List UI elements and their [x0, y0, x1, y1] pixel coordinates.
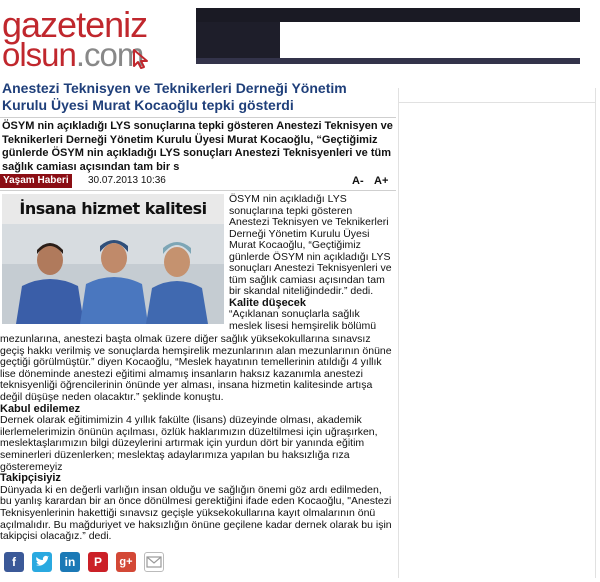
article-body	[0, 334, 396, 543]
article-body-top	[229, 194, 394, 332]
logo-line1: gazeteniz	[2, 4, 148, 45]
facebook-icon[interactable]: f	[4, 552, 24, 572]
subheading: Kabul edilemez	[0, 402, 81, 415]
divider	[0, 190, 396, 191]
logo-name: olsun	[2, 36, 76, 73]
photo-caption: İnsana hizmet kalitesi	[2, 194, 224, 224]
font-increase-button[interactable]: A+	[374, 175, 389, 187]
divider	[0, 117, 396, 118]
paragraph: ÖSYM nin açıkladığı LYS sonuçlarına tepki gösteren Anestezi Teknisyen ve Teknikerleri Derneği Yönetim Kurulu Üyesi Murat Kocaoğlu, “Geçtiğimiz günlerde ÖSYM nin açıkladığı LYS sonuçları Anestezi Teknisyenleri ve tüm sağlık camiası açısından tam bir skandal niteliğindedir.” dedi.	[229, 193, 392, 297]
subheading: Kalite düşecek	[229, 296, 307, 309]
site-logo[interactable]	[2, 4, 162, 73]
paragraph: mezunlarına, anestezi başta olmak üzere diğer sağlık yüksekokullarına sınavsız geçiş hakkı verilmiş ve sonuçlarda hemşirelik mezunlarının alan mezunlarının önüne geçtiği görülmüştür.” diyen Kocaoğlu, “Meslek hayatının temellerinin atıldığı 4 yıllık lise döneminde anestezi eğitimi almamış insanların haksız kazanımla anestezi teknisyenliği öğrencilerinin önünde yer alması, insana hizmetin kalitesinde artışa değil düşüşe neden olacaktır.” şeklinde konuştu.	[0, 333, 392, 403]
google-plus-icon[interactable]: g+	[116, 552, 136, 572]
twitter-icon[interactable]	[32, 552, 52, 572]
article-photo	[2, 194, 224, 324]
subheading: Takipçisiyiz	[0, 472, 61, 485]
email-icon[interactable]	[144, 552, 164, 572]
logo-suffix: .com	[75, 36, 144, 73]
cursor-icon	[132, 48, 152, 70]
article-meta	[0, 174, 396, 188]
paragraph: Dünyada ki en değerli varlığın insan olduğu ve sağlığın önemi göz ardı edilmeden, bu yanlış karardan bir an önce dönülmesi gerektiğini ifade eden Kocaoğlu, "Anestezi Teknisyenlerinin hakettiği sınavsız geçişle yüksekokullarına kayıt olmalarının önü açılmalıdır. Bu mağduriyet ve haksızlığın önüne geçilene kadar dernek olarak bu işin takipçisi olacağız.” dedi.	[0, 483, 392, 543]
paragraph: “Açıklanan sonuçlarla sağlık meslek lisesi hemşirelik bölümü	[229, 308, 377, 332]
linkedin-icon[interactable]: in	[60, 552, 80, 572]
sidebar-box	[399, 88, 595, 103]
paragraph: Dernek olarak eğitimimizin 4 yıllık fakülte (lisans) düzeyinde olması, akademik ilerlemelerimizin önünün açılması, özlük haklarımızın düzeltilmesi için uğraşırken, meslektaşlarımızın bilgi düzeylerini artırmak için yurdun dört bir yanında eğitim seminerleri düzenlerken; meslektaş adaylarımıza yapılan bu haksızlığa rıza gösteremeyiz	[0, 414, 378, 473]
banner-stripe	[196, 58, 580, 64]
pinterest-icon[interactable]: P	[88, 552, 108, 572]
article-date: 30.07.2013 10:36	[88, 175, 166, 186]
category-badge[interactable]: Yaşam Haberi	[0, 174, 72, 188]
article-summary: ÖSYM nin açıkladığı LYS sonuçlarına tepki gösteren Anestezi Teknisyen ve Teknikerleri Derneği Yönetim Kurulu Üyesi Murat Kocaoğlu, “Geçtiğimiz günlerde ÖSYM nin açıkladığı LYS sonuçları Anestezi Teknisyenleri ve tüm sağlık camiası açısından tam bir s	[2, 120, 393, 173]
banner-dark-block	[196, 22, 280, 58]
font-decrease-button[interactable]: A-	[352, 175, 364, 187]
article-title: Anestezi Teknisyen ve Teknikerleri Derneği Yönetim Kurulu Üyesi Murat Kocaoğlu tepki gösterdi	[2, 80, 347, 113]
top-banner-ad[interactable]	[196, 8, 580, 64]
logo-line2	[2, 38, 143, 72]
photo-background	[2, 224, 224, 324]
sidebar	[398, 88, 596, 578]
people-illustration	[2, 224, 224, 324]
